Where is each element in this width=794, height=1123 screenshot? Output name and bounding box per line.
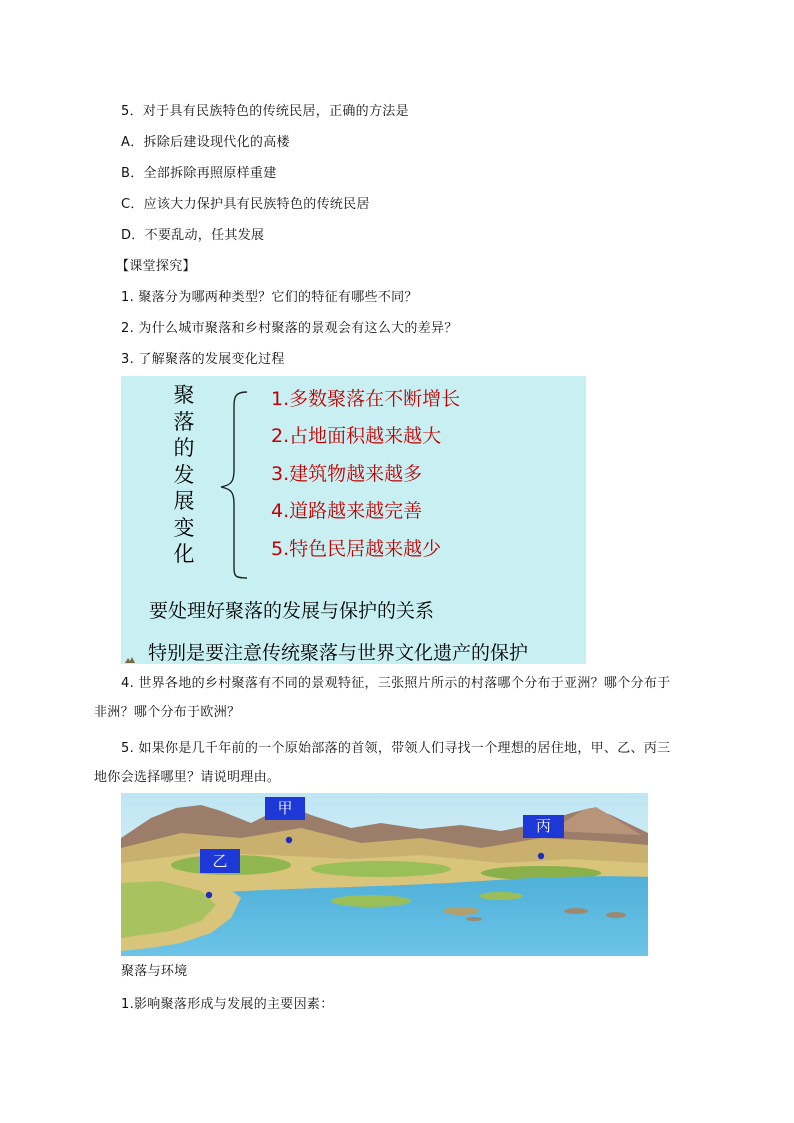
site-label-jia: 甲 <box>265 797 305 820</box>
development-note-1: 要处理好聚落的发展与保护的关系 <box>149 600 435 622</box>
development-item-1: 1.多数聚落在不断增长 <box>271 388 461 410</box>
vertical-char: 变 <box>173 515 195 540</box>
vertical-char: 展 <box>173 489 195 513</box>
landscape-illustration <box>121 793 648 956</box>
development-item-5: 5.特色民居越来越少 <box>271 538 442 560</box>
development-note-2: 特别是要注意传统聚落与世界文化遗产的保护 <box>148 642 529 664</box>
landscape-image <box>121 793 648 956</box>
question5-inquiry-line2: 地你会选择哪里？请说明理由。 <box>94 770 281 785</box>
inquiry-question-5 <box>94 734 711 792</box>
question5-option-d: D．不要乱动，任其发展 <box>121 228 265 243</box>
development-item-2: 2.占地面积越来越大 <box>271 425 442 447</box>
development-item-3: 3.建筑物越来越多 <box>271 463 423 485</box>
question5-option-a: A．拆除后建设现代化的高楼 <box>121 135 290 150</box>
question5-stem: 5．对于具有民族特色的传统民居，正确的方法是 <box>121 104 409 119</box>
influencing-factors-line: 1.影响聚落形成与发展的主要因素： <box>121 997 334 1012</box>
question5-inquiry-line1: 5. 如果你是几千年前的一个原始部落的首领，带领人们寻找一个理想的居住地，甲、乙、丙三 <box>121 741 671 756</box>
settlement-environment-title: 聚落与环境 <box>121 964 188 979</box>
development-item-4: 4.道路越来越完善 <box>271 500 423 522</box>
curly-brace-icon <box>219 390 249 580</box>
question4-line1: 4. 世界各地的乡村聚落有不同的景观特征，三张照片所示的村落哪个分布于亚洲？哪个分布于 <box>121 676 671 691</box>
vertical-char: 发 <box>173 462 195 487</box>
vertical-char: 的 <box>173 436 195 460</box>
vertical-char: 落 <box>173 409 195 434</box>
question5-option-c: C．应该大力保护具有民族特色的传统民居 <box>121 197 370 212</box>
question4-line2: 非洲？哪个分布于欧洲？ <box>94 705 241 720</box>
inquiry-question-4 <box>94 669 711 727</box>
vertical-title <box>171 382 197 568</box>
vertical-char: 聚 <box>173 383 195 407</box>
speaker-icon <box>124 656 136 664</box>
inquiry-question-1: 1. 聚落分为哪两种类型？它们的特征有哪些不同？ <box>121 290 418 305</box>
inquiry-question-3: 3. 了解聚落的发展变化过程 <box>121 352 285 367</box>
question5-option-b: B．全部拆除再照原样重建 <box>121 166 277 181</box>
vertical-char: 化 <box>173 542 195 566</box>
settlement-development-diagram <box>121 376 586 664</box>
site-label-bing: 丙 <box>523 815 564 838</box>
section-title: 【课堂探究】 <box>116 259 196 274</box>
inquiry-question-2: 2. 为什么城市聚落和乡村聚落的景观会有这么大的差异？ <box>121 321 458 336</box>
site-label-yi: 乙 <box>200 849 240 873</box>
